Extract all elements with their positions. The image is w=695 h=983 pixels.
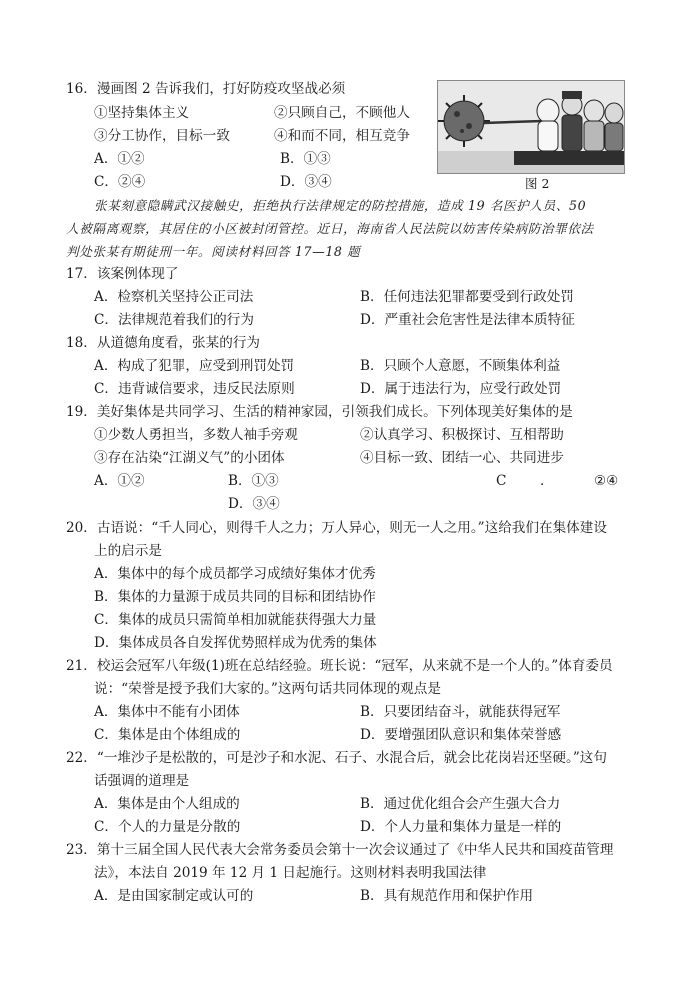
q17-choice-c: C．法律规范着我们的行为	[94, 312, 254, 328]
figure-caption: 图 2	[525, 176, 550, 191]
q18-choice-a: A．构成了犯罪，应受到刑罚处罚	[94, 358, 295, 374]
q19-choice-c-value: ②④	[594, 473, 619, 489]
q16-choice-c: C．②④	[94, 174, 146, 190]
cartoon-illustration	[438, 81, 624, 173]
q20-stem-line-1: 20．古语说：“千人同心，则得千人之力；万人异心，则无一人之用。”这给我们在集体建设	[66, 520, 607, 536]
q21-choice-a: A．集体中不能有小团体	[94, 704, 240, 720]
q16-choice-b: B．①③	[280, 151, 331, 167]
q23-choice-b: B．具有规范作用和保护作用	[360, 888, 534, 904]
q16-option-1: ①坚持集体主义	[94, 105, 190, 121]
q22-choice-c: C．个人的力量是分散的	[94, 819, 241, 835]
q21-stem-line-1: 21．校运会冠军八年级(1)班在总结经验。班长说：“冠军，从来就不是一个人的。”体育委员	[66, 658, 613, 674]
q17-stem: 17．该案例体现了	[66, 266, 179, 282]
material-line-1: 张某刻意隐瞒武汉接触史，拒绝执行法律规定的防控措施，造成 19 名医护人员、50	[94, 198, 587, 213]
q19-choice-b: B．①③	[228, 473, 279, 489]
q20-choice-d: D．集体成员各自发挥优势照样成为优秀的集体	[94, 635, 377, 651]
q16-option-4: ④和而不同，相互竞争	[274, 128, 410, 144]
q23-stem-line-1: 23．第十三届全国人民代表大会常务委员会第十一次会议通过了《中华人民共和国疫苗管理	[66, 842, 614, 858]
q22-choice-d: D．个人力量和集体力量是一样的	[360, 819, 562, 835]
q20-choice-b: B．集体的力量源于成员共同的目标和团结协作	[94, 589, 376, 605]
q21-choice-c: C．集体是由个体组成的	[94, 727, 241, 743]
q20-choice-c: C．集体的成员只需简单相加就能获得强大力量	[94, 612, 377, 628]
q19-option-4: ④目标一致、团结一心、共同进步	[360, 450, 564, 466]
material-line-2: 人被隔离观察，其居住的小区被封闭管控。近日，海南省人民法院以妨害传染病防治罪依法	[66, 221, 594, 236]
q20-choice-a: A．集体中的每个成员都学习成绩好集体才优秀	[94, 566, 376, 582]
q16-option-2: ②只顾自己，不顾他人	[274, 105, 410, 121]
q22-stem-line-2: 话强调的道理是	[94, 773, 190, 789]
q20-stem-line-2: 上的启示是	[94, 543, 162, 559]
q22-choice-a: A．集体是由个人组成的	[94, 796, 240, 812]
q19-stem: 19．美好集体是共同学习、生活的精神家园，引领我们成长。下列体现美好集体的是	[66, 404, 573, 420]
q17-choice-a: A．检察机关坚持公正司法	[94, 289, 254, 305]
q21-choice-d: D．要增强团队意识和集体荣誉感	[360, 727, 562, 743]
q19-choice-c-letter: C	[496, 473, 507, 489]
q19-choice-a: A．①②	[94, 473, 145, 489]
q16-option-3: ③分工协作，目标一致	[94, 128, 230, 144]
q16-choice-a: A．①②	[94, 151, 145, 167]
q19-choice-d: D．③④	[228, 496, 280, 512]
q16-choice-d: D．③④	[280, 174, 332, 190]
material-line-3: 判处张某有期徒刑一年。阅读材料回答 17—18 题	[66, 244, 361, 259]
q21-choice-b: B．只要团结奋斗，就能获得冠军	[360, 704, 561, 720]
cartoon-figure-2	[437, 80, 625, 174]
q23-stem-line-2: 法》，本法自 2019 年 12 月 1 日起施行。这则材料表明我国法律	[94, 865, 487, 881]
q19-choice-c-dot: ．	[540, 473, 554, 489]
q17-choice-d: D．严重社会危害性是法律本质特征	[360, 312, 575, 328]
q18-choice-d: D．属于违法行为，应受行政处罚	[360, 381, 562, 397]
q18-choice-c: C．违背诚信要求，违反民法原则	[94, 381, 295, 397]
q17-choice-b: B．任何违法犯罪都要受到行政处罚	[360, 289, 574, 305]
q18-choice-b: B．只顾个人意愿，不顾集体利益	[360, 358, 561, 374]
q22-choice-b: B．通过优化组合会产生强大合力	[360, 796, 561, 812]
q23-choice-a: A．是由国家制定或认可的	[94, 888, 254, 904]
q19-option-1: ①少数人勇担当，多数人袖手旁观	[94, 427, 298, 443]
q22-stem-line-1: 22．“一堆沙子是松散的，可是沙子和水泥、石子、水混合后，就会比花岗岩还坚硬。”这句	[66, 750, 607, 766]
q16-stem: 16．漫画图 2 告诉我们，打好防疫攻坚战必须	[66, 81, 346, 97]
q21-stem-line-2: 说：“荣誉是授予我们大家的。”这两句话共同体现的观点是	[94, 681, 441, 697]
q18-stem: 18．从道德角度看，张某的行为	[66, 335, 261, 351]
q19-option-3: ③存在沾染“江湖义气”的小团体	[94, 450, 285, 466]
q19-option-2: ②认真学习、积极探讨、互相帮助	[360, 427, 564, 443]
